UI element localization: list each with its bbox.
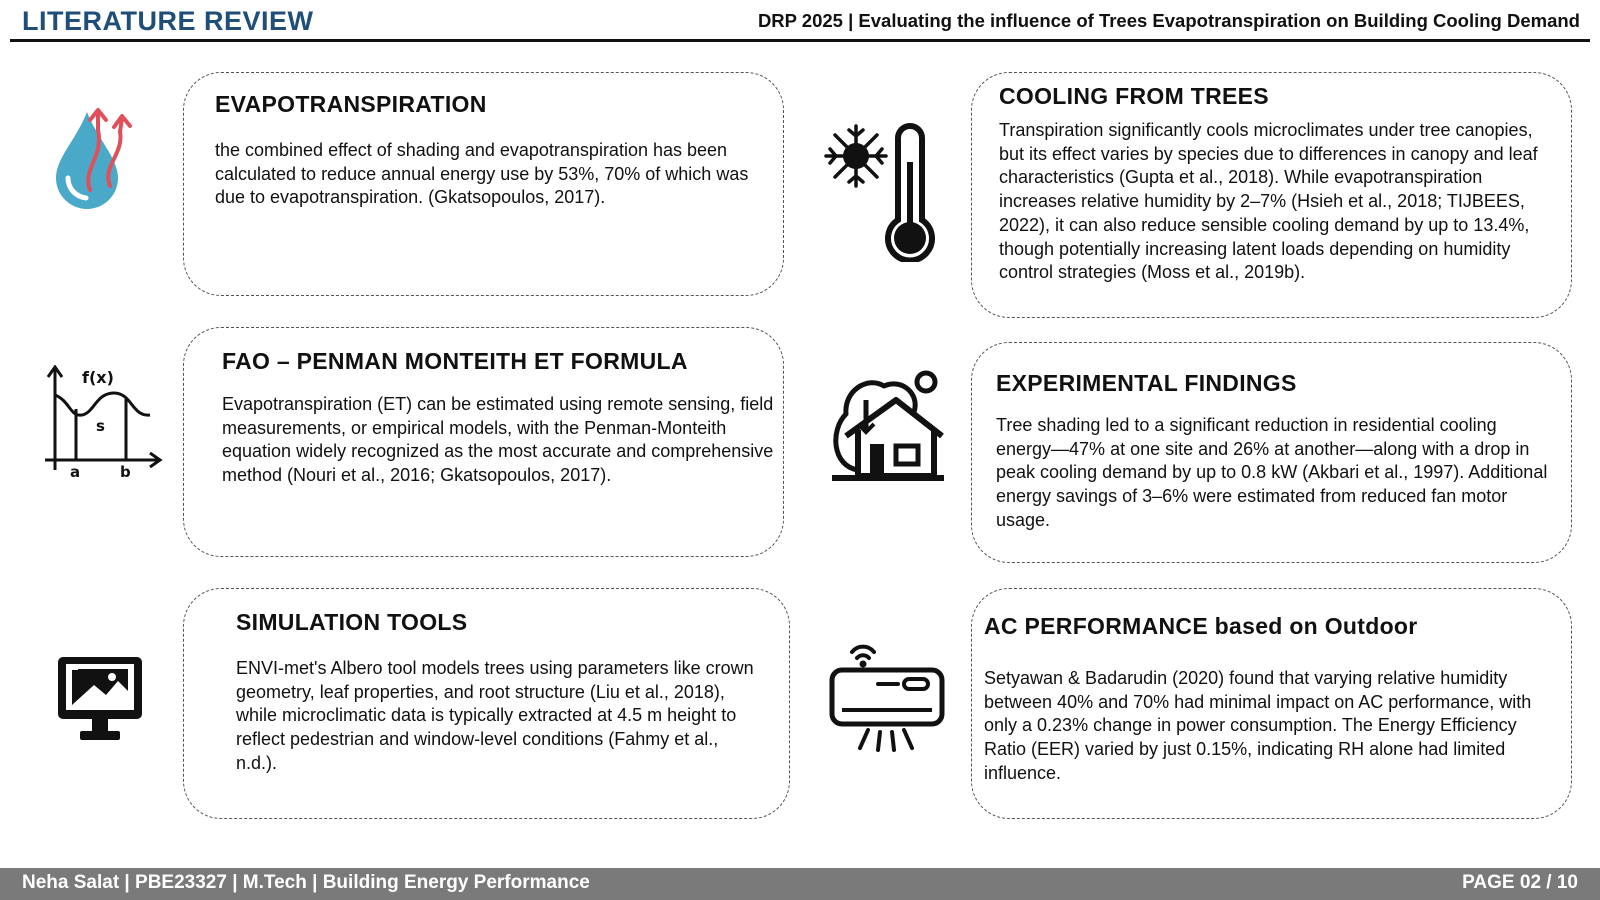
card-body: the combined effect of shading and evapotranspiration has been calculated to reduce annual energy use by 53%, 70% of which was due to evapotranspiration. (Gkatsopoulos, 2017).: [215, 140, 749, 208]
air-conditioner-icon: [828, 640, 948, 755]
card-title: SIMULATION TOOLS: [236, 609, 468, 635]
page-title: LITERATURE REVIEW: [22, 6, 314, 36]
card-title: AC PERFORMANCE based on Outdoor: [984, 613, 1418, 639]
footer-author: Neha Salat | PBE23327 | M.Tech | Building Energy Performance: [22, 872, 590, 893]
formula-graph-icon: [40, 365, 165, 480]
card-title: FAO – PENMAN MONTEITH ET FORMULA: [222, 348, 688, 374]
card-cooling-from-trees: [971, 72, 1572, 318]
card-body: Tree shading led to a significant reduction in residential cooling energy—47% at one site and 26% at another—along with a drop in peak cooling demand by up to 0.8 kW (Akbari et al., 1997). Additional energy savings of 3–6% were estimated from reduced fan motor usage.: [996, 415, 1548, 530]
card-body: Evapotranspiration (ET) can be estimated using remote sensing, field measurements, or empirical models, with the Penman-Monteith equation widely recognized as the most accurate and comprehensive method (Nouri et al., 2016; Gkatsopoulos, 2017).: [222, 394, 774, 486]
header-divider: [10, 39, 1590, 42]
water-drop-icon: [52, 100, 142, 210]
card-title: EVAPOTRANSPIRATION: [215, 91, 487, 117]
card-evapotranspiration: [183, 72, 784, 296]
card-body: Setyawan & Badarudin (2020) found that varying relative humidity between 40% and 70% had minimal impact on AC performance, with only a 0.23% change in power consumption. The Energy Efficiency Ratio (EER) varied by just 0.15%, indicating RH alone had limited influence.: [984, 668, 1532, 783]
graph-label-a: a: [70, 463, 81, 480]
card-title: COOLING FROM TREES: [999, 83, 1269, 109]
card-ac-performance: [971, 588, 1572, 819]
graph-label-b: b: [120, 463, 131, 480]
card-simulation-tools: [183, 588, 790, 819]
card-fao-penman-monteith: [183, 327, 784, 557]
card-experimental-findings: [971, 342, 1572, 563]
project-title: DRP 2025 | Evaluating the influence of Trees Evapotranspiration on Building Cooling Demand: [757, 10, 1580, 31]
card-body: ENVI-met's Albero tool models trees using parameters like crown geometry, leaf properties, and root structure (Liu et al., 2018), while microclimatic data is typically extracted at 4.5 m height to reflect pedestrian and window-level conditions (Fahmy et al., n.d.).: [236, 658, 754, 773]
thermometer-snowflake-icon: [822, 122, 947, 262]
graph-label-fx: f(x): [82, 368, 114, 387]
page-number: PAGE 02 / 10: [1462, 872, 1578, 893]
card-body: Transpiration significantly cools microclimates under tree canopies, but its effect varies by species due to differences in canopy and leaf characteristics (Gupta et al., 2018). While evapotranspiration increases relative humidity by 2–7% (Hsieh et al., 2018; TIJBEES, 2022), it can also reduce sensible cooling demand by up to 13.4%, though potentially increasing latent loads depending on humidity control strategies (Moss et al., 2019b).: [999, 120, 1538, 283]
tree-house-icon: [828, 370, 948, 485]
graph-label-s: s: [96, 417, 105, 435]
footer-bar: [0, 868, 1600, 900]
card-title: EXPERIMENTAL FINDINGS: [996, 370, 1297, 396]
computer-monitor-icon: [56, 655, 146, 745]
